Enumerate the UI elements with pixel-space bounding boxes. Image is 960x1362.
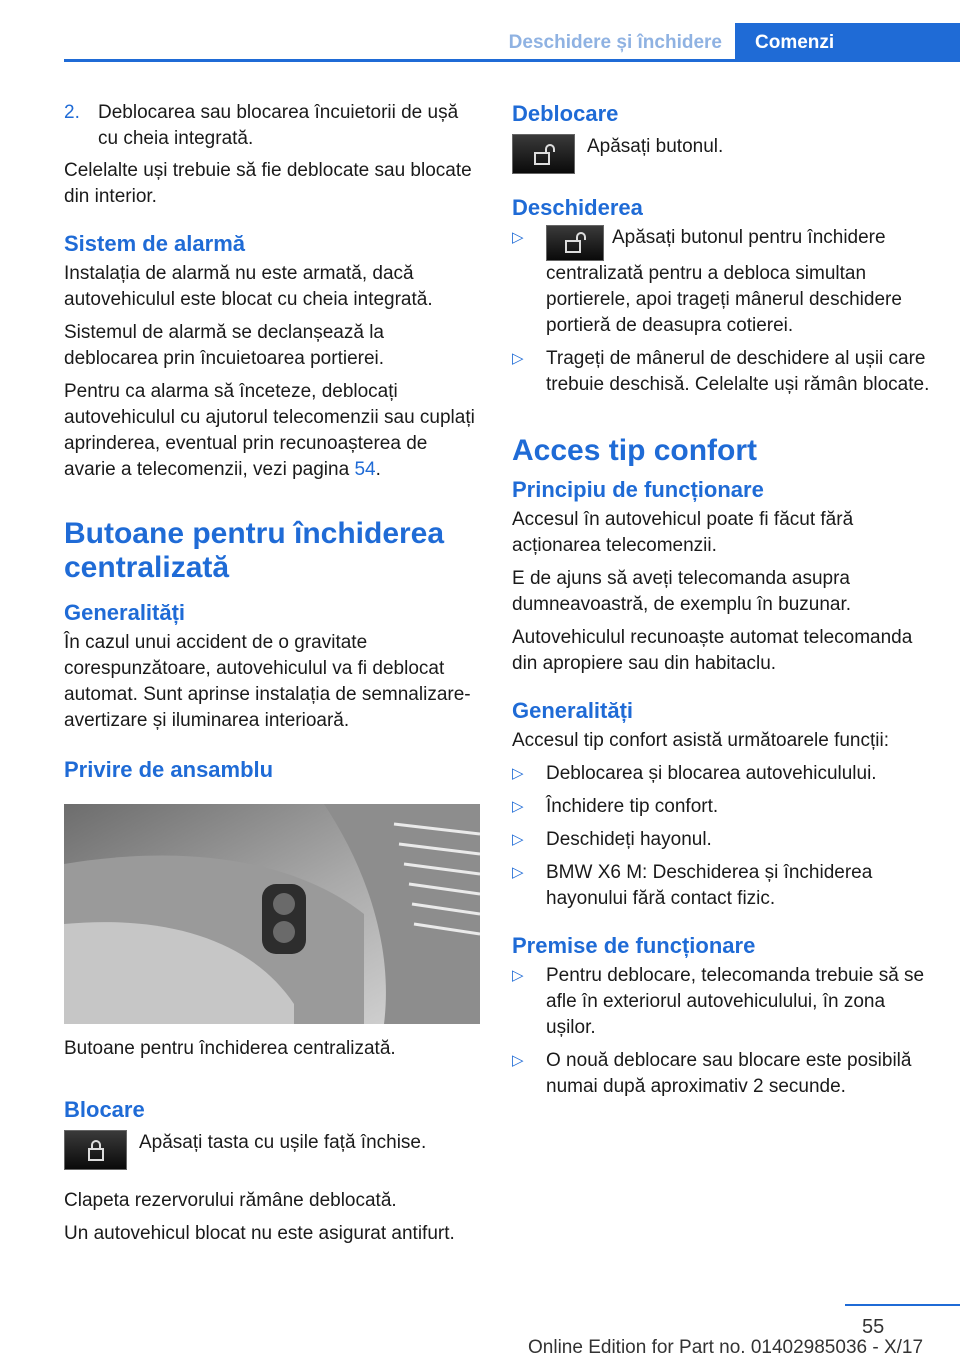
photo-caption: Butoane pentru închiderea centralizată. [64, 1038, 396, 1059]
right-column [512, 100, 932, 1107]
triangle-bullet-icon: ▷ [512, 1052, 524, 1069]
lock-closed-icon [84, 1139, 108, 1163]
lock-open-icon [532, 143, 556, 167]
paragraph: Un autovehicul blocat nu este asigurat antifurt. [64, 1223, 455, 1244]
paragraph: Accesul în autovehicul poate fi făcut fără acționarea telecomenzii. [512, 509, 854, 556]
footer-rule [845, 1304, 960, 1306]
heading-general: Generalități [512, 698, 634, 723]
paragraph: Autovehiculul recunoaște automat telecomanda din apropiere sau din habitaclu. [512, 627, 913, 674]
triangle-bullet-icon: ▷ [512, 967, 524, 984]
page-number: 55 [862, 1316, 885, 1338]
triangle-bullet-icon: ▷ [512, 831, 524, 848]
triangle-bullet-icon: ▷ [512, 350, 524, 367]
paragraph: Celelalte uși trebuie să fie deblocate sau blocate din interior. [64, 160, 472, 207]
page-link[interactable]: 54 [354, 459, 376, 480]
heading-comfort-access: Acces tip confort [512, 434, 758, 467]
paragraph: Sistemul de alarmă se declanșează la deblocarea prin încuietoarea portierei. [64, 322, 385, 369]
heading-opening: Deschiderea [512, 195, 643, 220]
list-item: ▷ Trageți de mânerul de deschidere al ușii care trebuie deschisă. Celelalte uși rămân blocate. [512, 346, 932, 398]
lock-instruction: Apăsați tasta cu ușile față închise. [139, 1132, 427, 1153]
paragraph: Accesul tip confort asistă următoarele funcții: [512, 730, 890, 751]
heading-lock: Blocare [64, 1097, 145, 1122]
step-text: Deblocarea sau blocarea încuietorii de ușă cu cheia integrată. [98, 102, 459, 149]
list-item: ▷ Deschideți hayonul. [512, 827, 932, 853]
list-item: ▷ Închidere tip confort. [512, 794, 932, 820]
unlock-button-image [546, 225, 604, 261]
door-buttons-photo [64, 804, 480, 1024]
step-2 [64, 100, 482, 152]
paragraph: Clapeta rezervorului rămâne deblocată. [64, 1190, 397, 1211]
triangle-bullet-icon: ▷ [512, 864, 524, 881]
heading-alarm-system: Sistem de alarmă [64, 231, 245, 256]
paragraph: În cazul unui accident de o gravitate corespunzătoare, autovehiculul va fi deblocat automat. Sunt aprinse instalația de semnalizare-avertizare și iluminarea interioară. [64, 632, 471, 731]
list-item: ▷ O nouă deblocare sau blocare este posibilă numai după aproximativ 2 secunde. [512, 1048, 932, 1100]
list-item: ▷ Apăsați butonul pentru închidere centralizată pentru a debloca simultan portierele, apoi trageți mânerul deschidere portieră de deasupra cotierei. [512, 225, 932, 339]
unlock-instruction: Apăsați butonul. [587, 136, 724, 157]
edition-note: Online Edition for Part no. 01402985036 - X/17 [528, 1337, 924, 1358]
paragraph: Instalația de alarmă nu este armată, dacă autovehiculul este blocat cu cheia integrată. [64, 263, 433, 310]
heading-unlock: Deblocare [512, 101, 619, 126]
list-item: ▷ Deblocarea și blocarea autovehiculului. [512, 761, 932, 787]
left-column [64, 100, 482, 1254]
triangle-bullet-icon: ▷ [512, 765, 524, 782]
heading-overview: Privire de ansamblu [64, 757, 274, 782]
triangle-bullet-icon: ▷ [512, 229, 524, 246]
heading-principle: Principiu de funcționare [512, 477, 764, 502]
header-rule [64, 59, 960, 62]
list-item: ▷ Pentru deblocare, telecomanda trebuie să se afle în exteriorul autovehiculului, în zona ușilor. [512, 963, 932, 1041]
heading-prerequisites: Premise de funcționare [512, 933, 756, 958]
heading-central-locking-buttons: Butoane pentru închiderea centralizată [64, 517, 445, 584]
heading-general: Generalități [64, 600, 186, 625]
unlock-button-image [512, 134, 575, 174]
paragraph: E de ajuns să aveți telecomanda asupra dumneavoastră, de exemplu în buzunar. [512, 568, 852, 615]
header-section-title: Deschidere și închidere [508, 32, 722, 53]
unlock-button-row [512, 134, 932, 174]
step-number: 2. [64, 102, 80, 123]
lock-button-row [64, 1130, 482, 1170]
paragraph-with-link: Pentru ca alarma să înceteze, deblocați autovehiculul cu ajutorul telecomenzii sau cuplați aprinderea, eventual prin recunoașterea de avarie a telecomenzii, vezi pagina 54. [64, 381, 475, 480]
lock-open-icon [563, 231, 587, 255]
lock-button-image [64, 1130, 127, 1170]
header-chapter-tab: Comenzi [735, 23, 960, 60]
list-item: ▷ BMW X6 M: Deschiderea și închiderea hayonului fără contact fizic. [512, 860, 932, 912]
triangle-bullet-icon: ▷ [512, 798, 524, 815]
